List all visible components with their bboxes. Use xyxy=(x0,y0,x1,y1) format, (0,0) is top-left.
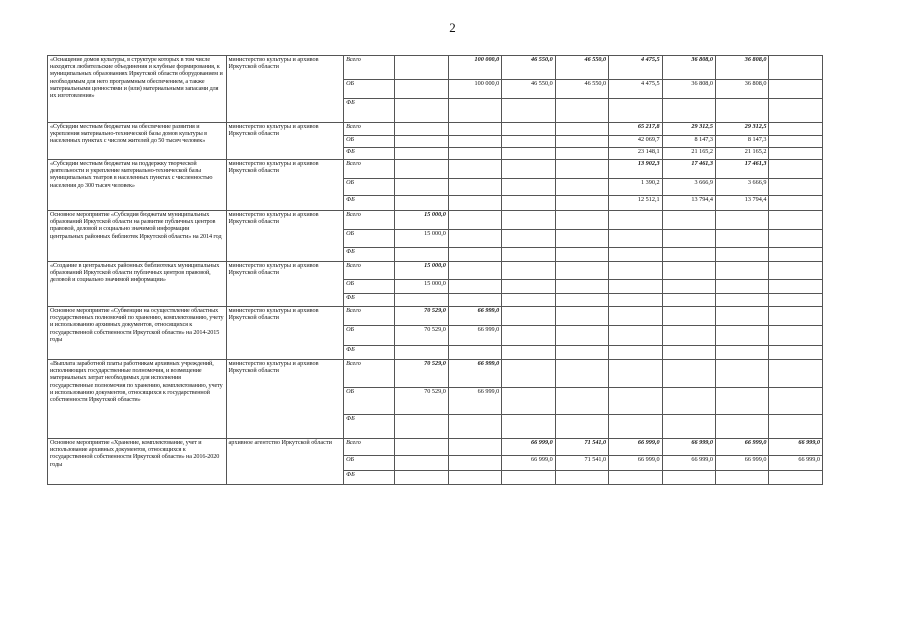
amount-cell xyxy=(448,160,501,179)
amount-cell: 66 999,0 xyxy=(716,439,769,456)
amount-cell: 70 529,0 xyxy=(395,326,448,346)
amount-cell: 17 461,3 xyxy=(716,160,769,179)
amount-cell xyxy=(716,388,769,415)
amount-cell xyxy=(662,248,715,262)
budget-table xyxy=(47,55,823,485)
amount-cell xyxy=(395,99,448,123)
amount-cell: 13 794,4 xyxy=(716,196,769,211)
amount-cell: 15 000,0 xyxy=(395,211,448,230)
amount-cell: 70 529,0 xyxy=(395,307,448,326)
amount-cell: 100 000,0 xyxy=(448,80,501,99)
amount-cell xyxy=(555,179,608,196)
amount-cell: 15 000,0 xyxy=(395,230,448,248)
amount-cell xyxy=(395,294,448,307)
amount-cell xyxy=(609,294,662,307)
amount-cell xyxy=(395,471,448,485)
amount-cell xyxy=(609,99,662,123)
amount-cell: 1 390,2 xyxy=(609,179,662,196)
funding-source-cell: ОБ xyxy=(344,136,395,148)
amount-cell xyxy=(555,294,608,307)
funding-source-cell: ОБ xyxy=(344,80,395,99)
funding-source-cell: Всего xyxy=(344,123,395,136)
amount-cell: 66 999,0 xyxy=(609,456,662,471)
amount-cell: 66 999,0 xyxy=(448,388,501,415)
amount-cell xyxy=(395,456,448,471)
amount-cell xyxy=(609,326,662,346)
amount-cell xyxy=(769,388,823,415)
table-row xyxy=(48,439,823,456)
amount-cell xyxy=(502,248,555,262)
amount-cell xyxy=(395,248,448,262)
amount-cell: 46 550,0 xyxy=(555,80,608,99)
amount-cell xyxy=(769,415,823,439)
amount-cell xyxy=(769,80,823,99)
amount-cell: 12 512,1 xyxy=(609,196,662,211)
amount-cell xyxy=(716,280,769,294)
amount-cell xyxy=(395,80,448,99)
amount-cell xyxy=(502,307,555,326)
amount-cell: 70 529,0 xyxy=(395,360,448,388)
funding-source-cell: ФБ xyxy=(344,415,395,439)
amount-cell xyxy=(716,415,769,439)
amount-cell xyxy=(555,248,608,262)
amount-cell: 71 541,0 xyxy=(555,439,608,456)
amount-cell xyxy=(555,471,608,485)
amount-cell: 71 541,0 xyxy=(555,456,608,471)
amount-cell xyxy=(448,148,501,160)
funding-source-cell: Всего xyxy=(344,211,395,230)
amount-cell: 21 165,2 xyxy=(662,148,715,160)
amount-cell: 36 808,0 xyxy=(662,56,715,80)
amount-cell: 36 808,0 xyxy=(716,80,769,99)
amount-cell xyxy=(662,388,715,415)
amount-cell xyxy=(769,179,823,196)
amount-cell xyxy=(502,196,555,211)
amount-cell xyxy=(448,136,501,148)
amount-cell xyxy=(662,294,715,307)
amount-cell: 65 217,8 xyxy=(609,123,662,136)
amount-cell: 46 550,0 xyxy=(502,56,555,80)
amount-cell xyxy=(769,307,823,326)
amount-cell xyxy=(609,307,662,326)
amount-cell xyxy=(395,160,448,179)
amount-cell xyxy=(662,211,715,230)
amount-cell: 4 475,5 xyxy=(609,56,662,80)
amount-cell xyxy=(502,230,555,248)
amount-cell xyxy=(448,99,501,123)
amount-cell: 3 666,9 xyxy=(662,179,715,196)
amount-cell: 46 550,0 xyxy=(502,80,555,99)
amount-cell xyxy=(448,262,501,280)
amount-cell xyxy=(555,99,608,123)
amount-cell xyxy=(395,346,448,360)
amount-cell xyxy=(395,56,448,80)
amount-cell xyxy=(662,326,715,346)
amount-cell: 13 902,3 xyxy=(609,160,662,179)
amount-cell xyxy=(662,307,715,326)
amount-cell xyxy=(769,280,823,294)
amount-cell xyxy=(662,280,715,294)
amount-cell xyxy=(555,123,608,136)
funding-source-cell: ФБ xyxy=(344,248,395,262)
funding-source-cell: ФБ xyxy=(344,148,395,160)
amount-cell xyxy=(769,471,823,485)
amount-cell xyxy=(502,123,555,136)
amount-cell: 66 999,0 xyxy=(448,360,501,388)
table-row xyxy=(48,211,823,230)
funding-source-cell: ОБ xyxy=(344,179,395,196)
amount-cell xyxy=(609,248,662,262)
amount-cell xyxy=(609,471,662,485)
amount-cell xyxy=(716,326,769,346)
funding-source-cell: Всего xyxy=(344,160,395,179)
funding-source-cell: ФБ xyxy=(344,471,395,485)
funding-source-cell: ФБ xyxy=(344,196,395,211)
amount-cell xyxy=(448,230,501,248)
amount-cell xyxy=(769,360,823,388)
amount-cell xyxy=(555,346,608,360)
amount-cell xyxy=(502,326,555,346)
amount-cell xyxy=(609,230,662,248)
table-row xyxy=(48,360,823,388)
amount-cell xyxy=(395,196,448,211)
executor-cell: министерство культуры и архивов Иркутской области xyxy=(226,211,344,262)
amount-cell: 66 999,0 xyxy=(448,326,501,346)
amount-cell: 66 999,0 xyxy=(769,439,823,456)
amount-cell: 42 069,7 xyxy=(609,136,662,148)
measure-name-cell: Основное мероприятие «Хранение, комплектование, учет и использование архивных документов, относящихся к государственной собственности Иркутской области» на 2016-2020 годы xyxy=(48,439,227,485)
funding-source-cell: ФБ xyxy=(344,294,395,307)
amount-cell xyxy=(555,196,608,211)
executor-cell: министерство культуры и архивов Иркутской области xyxy=(226,360,344,439)
funding-source-cell: ФБ xyxy=(344,99,395,123)
amount-cell xyxy=(502,136,555,148)
funding-source-cell: ОБ xyxy=(344,230,395,248)
amount-cell xyxy=(502,360,555,388)
amount-cell xyxy=(609,211,662,230)
measure-name-cell: «Выплата заработной платы работникам архивных учреждений, исполняющих государственные полномочия, и возмещение материальных затрат необходимых для исполнения государственные полномочия по хранению, комплектованию, учету и использованию документов, относящихся к государственной собственности Иркутской области» xyxy=(48,360,227,439)
amount-cell xyxy=(502,179,555,196)
amount-cell xyxy=(502,471,555,485)
amount-cell: 15 000,0 xyxy=(395,262,448,280)
amount-cell xyxy=(502,262,555,280)
amount-cell xyxy=(555,262,608,280)
amount-cell xyxy=(555,415,608,439)
amount-cell xyxy=(395,123,448,136)
amount-cell: 17 461,3 xyxy=(662,160,715,179)
amount-cell: 36 808,0 xyxy=(716,56,769,80)
amount-cell: 36 808,0 xyxy=(662,80,715,99)
amount-cell xyxy=(716,346,769,360)
amount-cell: 66 999,0 xyxy=(609,439,662,456)
amount-cell xyxy=(662,262,715,280)
amount-cell: 66 999,0 xyxy=(662,439,715,456)
amount-cell: 66 999,0 xyxy=(448,307,501,326)
funding-source-cell: ОБ xyxy=(344,326,395,346)
executor-cell: архивное агентство Иркутской области xyxy=(226,439,344,485)
amount-cell xyxy=(555,360,608,388)
measure-name-cell: «Субсидии местным бюджетам на поддержку творческой деятельности и укрепление материально-технической базы муниципальных театров в населенных пунктах с численностью населения до 300 тысяч человек» xyxy=(48,160,227,211)
table-row xyxy=(48,262,823,280)
amount-cell xyxy=(769,326,823,346)
amount-cell: 66 999,0 xyxy=(769,456,823,471)
amount-cell: 23 148,1 xyxy=(609,148,662,160)
amount-cell xyxy=(662,360,715,388)
amount-cell xyxy=(395,136,448,148)
amount-cell xyxy=(769,346,823,360)
executor-cell: министерство культуры и архивов Иркутской области xyxy=(226,307,344,360)
amount-cell xyxy=(448,346,501,360)
amount-cell xyxy=(662,346,715,360)
amount-cell xyxy=(448,211,501,230)
amount-cell xyxy=(555,148,608,160)
amount-cell xyxy=(662,471,715,485)
amount-cell: 66 999,0 xyxy=(502,456,555,471)
table-row xyxy=(48,307,823,326)
amount-cell xyxy=(609,415,662,439)
measure-name-cell: «Оснащение домов культуры, в структуре которых в том числе находятся любительские объединения и клубные формирования, к муниципальных образованиях Иркутской области оборудованием и необходимым для него программным обеспечением, а также материальными ценностями и (или) материальными запасами для их изготовления» xyxy=(48,56,227,123)
amount-cell xyxy=(769,56,823,80)
amount-cell xyxy=(448,248,501,262)
amount-cell xyxy=(555,280,608,294)
funding-source-cell: Всего xyxy=(344,360,395,388)
measure-name-cell: Основное мероприятие «Субвенции на осуществление областных государственных полномочий по хранению, комплектованию, учету и использованию архивных документов, относящихся к государственной собственности Иркутской области» на 2014-2015 годы xyxy=(48,307,227,360)
amount-cell xyxy=(395,148,448,160)
funding-source-cell: Всего xyxy=(344,307,395,326)
amount-cell xyxy=(769,196,823,211)
table-row xyxy=(48,160,823,179)
amount-cell xyxy=(769,123,823,136)
amount-cell: 66 999,0 xyxy=(716,456,769,471)
amount-cell xyxy=(716,211,769,230)
amount-cell xyxy=(769,136,823,148)
amount-cell xyxy=(395,179,448,196)
amount-cell xyxy=(448,179,501,196)
amount-cell xyxy=(555,230,608,248)
table-row xyxy=(48,123,823,136)
measure-name-cell: Основное мероприятие «Субсидия бюджетам муниципальных образований Иркутской области на развитие публичных центров правовой, деловой и социально значимой информации центральных районных библиотек Иркутской области» на 2014 год xyxy=(48,211,227,262)
table-row xyxy=(48,56,823,80)
amount-cell: 8 147,3 xyxy=(716,136,769,148)
amount-cell xyxy=(502,211,555,230)
executor-cell: министерство культуры и архивов Иркутской области xyxy=(226,123,344,160)
funding-source-cell: ОБ xyxy=(344,280,395,294)
amount-cell xyxy=(769,294,823,307)
amount-cell xyxy=(769,262,823,280)
amount-cell: 66 999,0 xyxy=(502,439,555,456)
measure-name-cell: «Субсидии местным бюджетам на обеспечение развития и укрепления материально-технической базы домов культуры в населенных пунктах с числом жителей до 50 тысяч человек» xyxy=(48,123,227,160)
amount-cell xyxy=(555,326,608,346)
amount-cell: 29 312,5 xyxy=(716,123,769,136)
amount-cell: 70 529,0 xyxy=(395,388,448,415)
amount-cell xyxy=(448,439,501,456)
amount-cell xyxy=(555,211,608,230)
amount-cell xyxy=(662,230,715,248)
amount-cell xyxy=(716,262,769,280)
amount-cell: 3 666,9 xyxy=(716,179,769,196)
amount-cell xyxy=(716,360,769,388)
amount-cell xyxy=(662,415,715,439)
amount-cell xyxy=(769,248,823,262)
amount-cell xyxy=(502,415,555,439)
funding-source-cell: Всего xyxy=(344,56,395,80)
amount-cell xyxy=(769,99,823,123)
amount-cell: 66 999,0 xyxy=(662,456,715,471)
amount-cell xyxy=(395,439,448,456)
amount-cell xyxy=(769,160,823,179)
amount-cell xyxy=(769,211,823,230)
funding-source-cell: Всего xyxy=(344,439,395,456)
amount-cell xyxy=(448,415,501,439)
amount-cell: 13 794,4 xyxy=(662,196,715,211)
amount-cell xyxy=(502,388,555,415)
amount-cell xyxy=(555,307,608,326)
amount-cell xyxy=(502,280,555,294)
amount-cell: 46 550,0 xyxy=(555,56,608,80)
amount-cell xyxy=(502,160,555,179)
amount-cell xyxy=(662,99,715,123)
amount-cell xyxy=(609,388,662,415)
amount-cell xyxy=(609,346,662,360)
amount-cell xyxy=(716,99,769,123)
amount-cell xyxy=(716,294,769,307)
amount-cell xyxy=(609,262,662,280)
amount-cell: 100 000,0 xyxy=(448,56,501,80)
amount-cell xyxy=(448,196,501,211)
funding-source-cell: ОБ xyxy=(344,456,395,471)
amount-cell xyxy=(716,307,769,326)
amount-cell xyxy=(609,360,662,388)
amount-cell: 8 147,3 xyxy=(662,136,715,148)
amount-cell xyxy=(769,148,823,160)
funding-source-cell: ОБ xyxy=(344,388,395,415)
amount-cell xyxy=(716,230,769,248)
funding-source-cell: ФБ xyxy=(344,346,395,360)
amount-cell xyxy=(395,415,448,439)
amount-cell xyxy=(555,160,608,179)
amount-cell xyxy=(555,136,608,148)
executor-cell: министерство культуры и архивов Иркутской области xyxy=(226,56,344,123)
amount-cell xyxy=(448,123,501,136)
amount-cell xyxy=(502,346,555,360)
amount-cell xyxy=(609,280,662,294)
amount-cell xyxy=(555,388,608,415)
page-number: 2 xyxy=(449,20,456,35)
amount-cell: 21 165,2 xyxy=(716,148,769,160)
amount-cell xyxy=(716,471,769,485)
amount-cell xyxy=(448,471,501,485)
amount-cell xyxy=(502,148,555,160)
amount-cell: 29 312,5 xyxy=(662,123,715,136)
amount-cell xyxy=(716,248,769,262)
amount-cell xyxy=(448,456,501,471)
executor-cell: министерство культуры и архивов Иркутской области xyxy=(226,160,344,211)
amount-cell: 15 000,0 xyxy=(395,280,448,294)
amount-cell xyxy=(502,99,555,123)
executor-cell: министерство культуры и архивов Иркутской области xyxy=(226,262,344,307)
amount-cell xyxy=(448,294,501,307)
measure-name-cell: «Создание в центральных районных библиотеках муниципальных образований Иркутской области публичных центров правовой, деловой и социально значимой информации» xyxy=(48,262,227,307)
amount-cell xyxy=(502,294,555,307)
funding-source-cell: Всего xyxy=(344,262,395,280)
amount-cell xyxy=(769,230,823,248)
amount-cell: 4 475,5 xyxy=(609,80,662,99)
amount-cell xyxy=(448,280,501,294)
